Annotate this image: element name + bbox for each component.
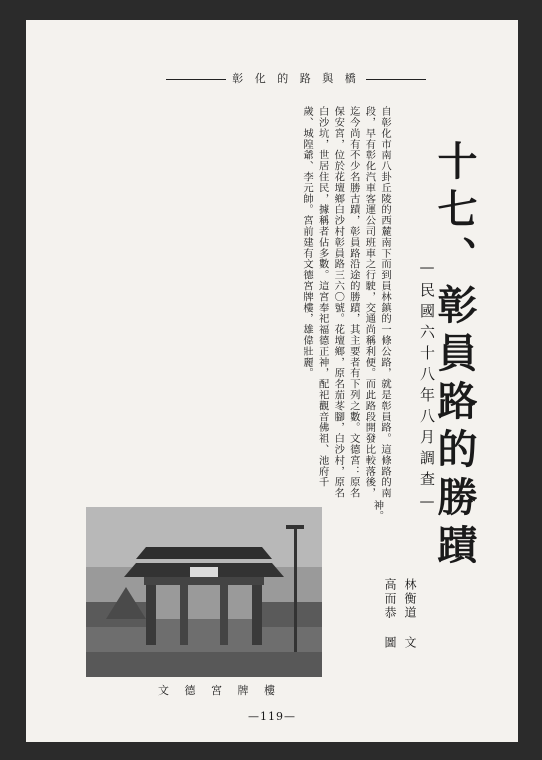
author-credits xyxy=(380,578,420,650)
article-subtitle: —民國六十八年八月調查— xyxy=(418,258,436,516)
body-text-lower xyxy=(318,500,388,640)
document-page xyxy=(26,20,518,742)
author-writer: 林衡道 文 xyxy=(403,578,417,650)
temple-gate-illustration xyxy=(86,507,322,677)
photo-caption: 文 德 宮 牌 樓 xyxy=(158,684,281,697)
article-title: 十七、彰員路的勝蹟 xyxy=(431,140,478,572)
page-number: —119— xyxy=(248,710,296,723)
temple-gate-photo xyxy=(86,507,322,677)
body-text-lower-content: 神。 xyxy=(371,500,384,521)
running-header: 彰 化 的 路 與 橋 xyxy=(146,70,446,86)
body-text-upper xyxy=(60,106,392,502)
body-text-upper-content: 自彰化市南八卦丘陵的西麓南下而到員林鎮的一條公路，就是彰員路。這條路的南段，早有彰化汽車客運公司班車之行駛，交通尚稱利便。而此路段開發比較落後，迄今尚有不少名勝古蹟，彰員路沿途的勝蹟，其主要者有下列之數。文德宮：原名保安宮，位於花壇鄉白沙村彰員路三六〇號。花壇鄉，原名茄苳腳，白沙村，原名白沙坑，世居住民，據稱者佔多數。這宮奉祀福德正神，配祀觀音佛祖、池府千歲、城隍爺、李元帥。宮前建有文德宮牌樓，雄偉壯麗。 xyxy=(301,106,391,499)
author-illustrator: 高而恭 圖 xyxy=(383,578,397,650)
